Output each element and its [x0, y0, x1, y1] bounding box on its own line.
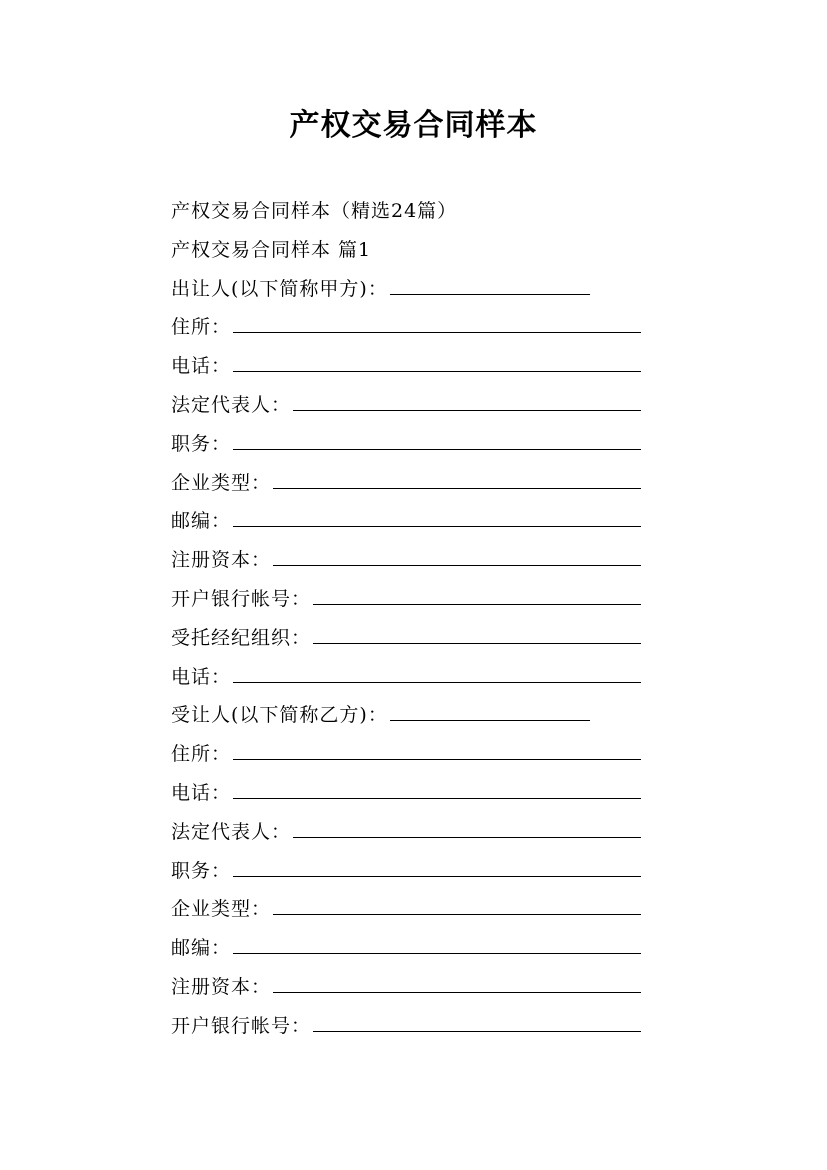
- fill-in-blank: [233, 312, 641, 333]
- document-line: [171, 347, 641, 386]
- fill-in-blank: [273, 468, 641, 489]
- fill-in-blank: [313, 584, 641, 605]
- line-label: 法定代表人：: [171, 820, 292, 843]
- document-line: [171, 270, 641, 309]
- fill-in-blank: [293, 817, 641, 838]
- document-line: [171, 968, 641, 1007]
- line-label: 产权交易合同样本 篇1: [171, 238, 372, 261]
- document-title: 产权交易合同样本: [289, 108, 538, 143]
- line-label: 电话：: [171, 665, 232, 688]
- document-line: [171, 658, 641, 697]
- line-label: 开户银行帐号：: [171, 1014, 312, 1037]
- fill-in-blank: [233, 856, 641, 877]
- line-label: 法定代表人：: [171, 393, 292, 416]
- fill-in-blank: [233, 933, 641, 954]
- fill-in-blank: [233, 351, 641, 372]
- line-label: 开户银行帐号：: [171, 587, 312, 610]
- line-label: 邮编：: [171, 510, 232, 533]
- fill-in-blank: [233, 429, 641, 450]
- line-label: 出让人(以下简称甲方)：: [171, 277, 388, 300]
- fill-in-blank: [273, 972, 641, 993]
- line-label: 职务：: [171, 859, 232, 882]
- document-line: [171, 890, 641, 929]
- line-label: 企业类型：: [171, 898, 272, 921]
- line-label: 住所：: [171, 316, 232, 339]
- fill-in-blank: [313, 623, 641, 644]
- document-line: [171, 192, 641, 231]
- fill-in-blank: [390, 700, 590, 721]
- line-label: 住所：: [171, 743, 232, 766]
- document-line: [171, 580, 641, 619]
- fill-in-blank: [390, 274, 590, 295]
- document-line: [171, 696, 641, 735]
- fill-in-blank: [233, 506, 641, 527]
- document-line: [171, 774, 641, 813]
- line-label: 电话：: [171, 781, 232, 804]
- line-label: 邮编：: [171, 937, 232, 960]
- line-label: 职务：: [171, 432, 232, 455]
- line-label: 产权交易合同样本（精选24篇）: [171, 200, 458, 222]
- document-line: [171, 231, 641, 270]
- fill-in-blank: [313, 1011, 641, 1032]
- line-label: 注册资本：: [171, 549, 272, 572]
- document-line: [171, 464, 641, 503]
- document-line: [171, 502, 641, 541]
- fill-in-blank: [273, 545, 641, 566]
- document-line: [171, 1007, 641, 1046]
- document-line: [171, 308, 641, 347]
- line-label: 电话：: [171, 355, 232, 378]
- document-line: [171, 735, 641, 774]
- document-line: [171, 619, 641, 658]
- line-label: 受托经纪组织：: [171, 626, 312, 649]
- document-line: [171, 425, 641, 464]
- document-line: [171, 852, 641, 891]
- document-line: [171, 386, 641, 425]
- fill-in-blank: [233, 662, 641, 683]
- document-line: [171, 541, 641, 580]
- fill-in-blank: [233, 778, 641, 799]
- fill-in-blank: [273, 894, 641, 915]
- fill-in-blank: [233, 739, 641, 760]
- line-label: 受让人(以下简称乙方)：: [171, 704, 388, 727]
- document-line: [171, 929, 641, 968]
- line-label: 注册资本：: [171, 975, 272, 998]
- document-line: [171, 813, 641, 852]
- fill-in-blank: [293, 390, 641, 411]
- document-body: [171, 192, 641, 1046]
- line-label: 企业类型：: [171, 471, 272, 494]
